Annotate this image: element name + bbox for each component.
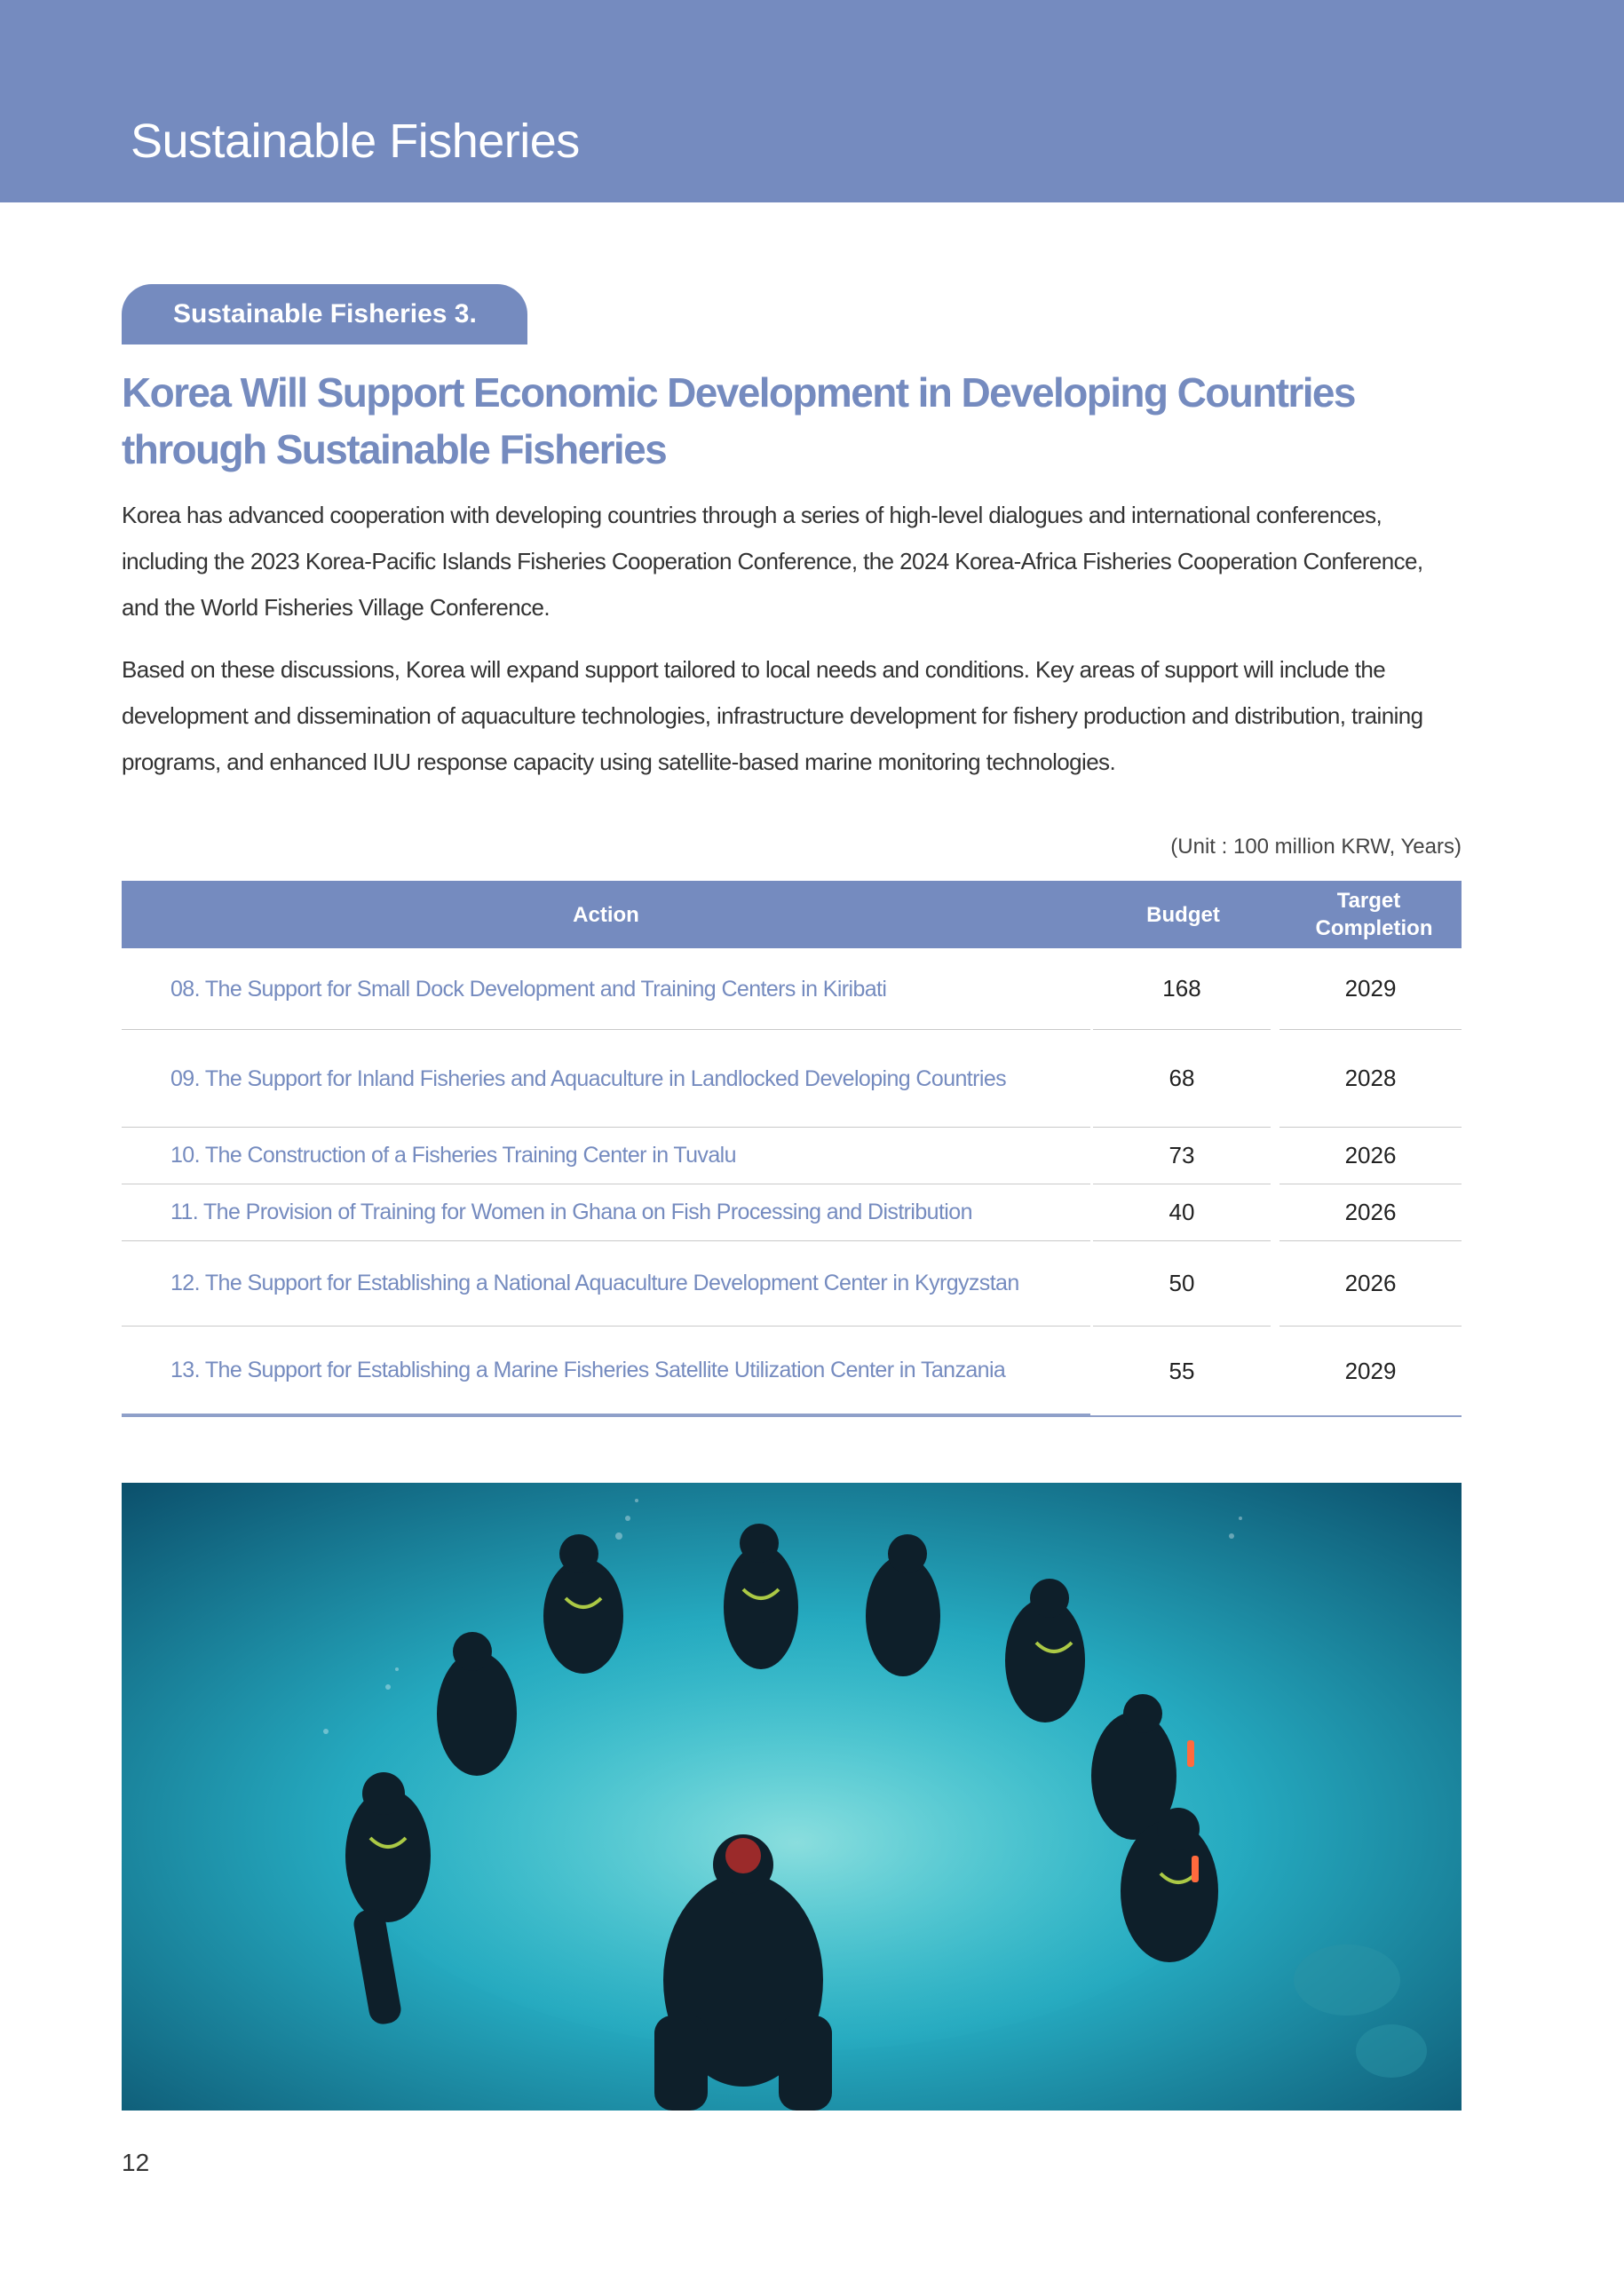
page-title: Sustainable Fisheries xyxy=(131,115,580,168)
action-cell xyxy=(122,1241,1090,1327)
table-row xyxy=(122,1327,1462,1415)
action-table xyxy=(122,881,1462,1415)
header-budget: Budget xyxy=(1146,902,1220,927)
budget-cell: 55 xyxy=(1168,1357,1195,1384)
action-text: 13. The Support for Establishing a Marine Fisheries Satellite Utilization Center in Tanzania xyxy=(170,1358,1006,1382)
action-text: 10. The Construction of a Fisheries Training Center in Tuvalu xyxy=(170,1143,736,1168)
target-cell: 2026 xyxy=(1279,1128,1462,1184)
budget-cell: 73 xyxy=(1093,1128,1271,1184)
header-target-completion xyxy=(1276,881,1462,948)
header-target-label: Target Completion xyxy=(1315,889,1433,940)
action-text: 08. The Support for Small Dock Development and Training Centers in Kiribati xyxy=(170,976,887,1002)
header-action: Action xyxy=(573,902,639,927)
section-tab: Sustainable Fisheries 3. xyxy=(122,284,527,345)
divers-photo xyxy=(122,1483,1462,2111)
action-cell xyxy=(122,1327,1090,1415)
action-text: 12. The Support for Establishing a National Aquaculture Development Center in Kyrgyzstan xyxy=(170,1271,1019,1295)
target-cell: 2026 xyxy=(1279,1241,1462,1327)
table-header xyxy=(122,881,1462,948)
support-paragraph: Based on these discussions, Korea will expand support tailored to local needs and conditions. Key areas of support will include the development and dissemination of aquaculture technologies, infrastructure development for fishery production and distribution, training programs, and enhanced IUU response capacity using satellite-based marine monitoring technologies. xyxy=(122,656,1423,775)
underwater-divers-illustration xyxy=(122,1483,1462,2111)
table-row xyxy=(122,1241,1462,1327)
table-row xyxy=(122,1128,1462,1184)
action-cell xyxy=(122,1030,1090,1128)
table-bottom-rule xyxy=(122,1415,1462,1417)
budget-cell: 68 xyxy=(1093,1030,1271,1128)
page-number: 12 xyxy=(122,2149,150,2176)
target-cell: 2026 xyxy=(1279,1184,1462,1241)
table-unit-note: (Unit : 100 million KRW, Years) xyxy=(1170,835,1462,859)
target-cell: 2029 xyxy=(1344,1357,1397,1384)
action-cell xyxy=(122,1128,1090,1184)
budget-cell: 40 xyxy=(1093,1184,1271,1241)
action-cell xyxy=(122,948,1090,1030)
table-row xyxy=(122,948,1462,1030)
intro-paragraph: Korea has advanced cooperation with developing countries through a series of high-level dialogues and international conferences, including the 2023 Korea-Pacific Islands Fisheries Cooperation Conference, the 2024 Korea-Africa Fisheries Cooperation Conference, and the World Fisheries Village Conference. xyxy=(122,502,1423,621)
target-cell: 2028 xyxy=(1279,1030,1462,1128)
target-cell: 2029 xyxy=(1279,948,1462,1030)
action-text: 09. The Support for Inland Fisheries and Aquaculture in Landlocked Developing Countries xyxy=(170,1065,1007,1091)
section-headline: Korea Will Support Economic Development in Developing Countries through Sustainable Fisheries xyxy=(122,369,1355,472)
table-row xyxy=(122,1030,1462,1128)
action-cell xyxy=(122,1184,1090,1241)
header-band xyxy=(0,0,1624,202)
table-row xyxy=(122,1184,1462,1241)
budget-cell: 168 xyxy=(1093,948,1271,1030)
action-text: 11. The Provision of Training for Women in Ghana on Fish Processing and Distribution xyxy=(170,1200,972,1224)
budget-cell: 50 xyxy=(1093,1241,1271,1327)
